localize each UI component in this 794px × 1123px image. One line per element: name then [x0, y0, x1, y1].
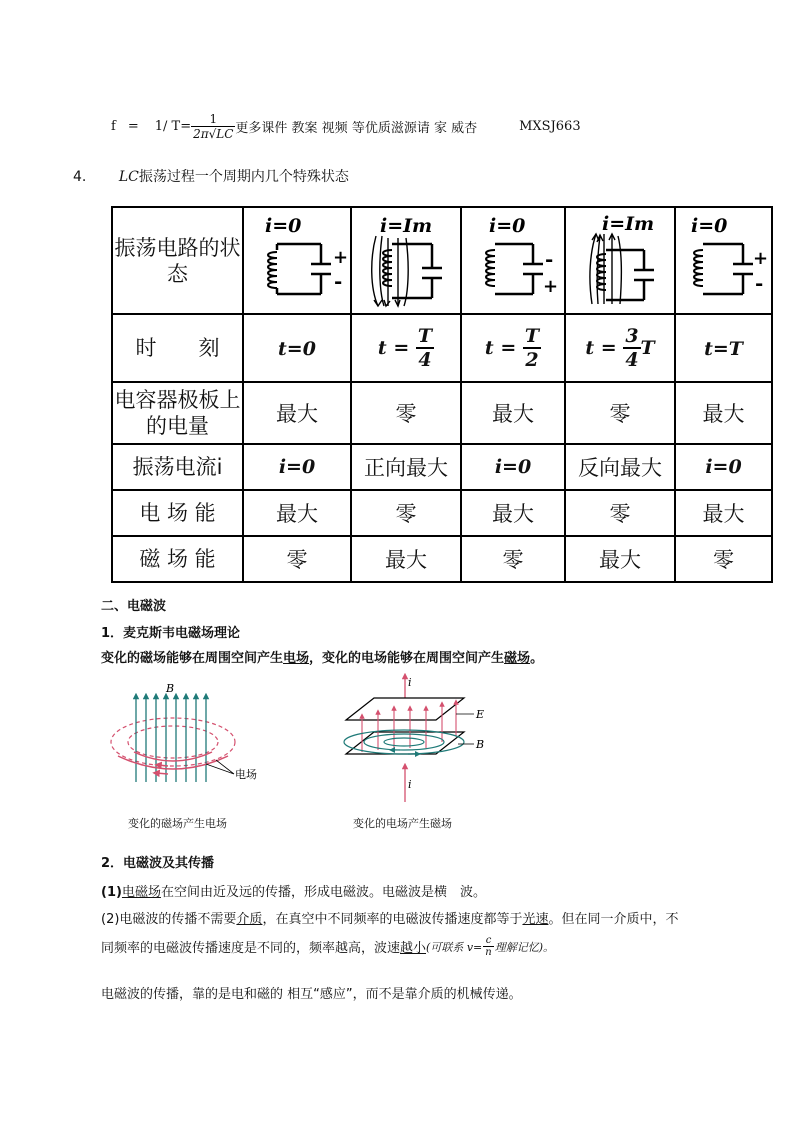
state-cell-5 — [675, 207, 772, 314]
state-cell-2 — [351, 207, 461, 314]
p3-fraction — [483, 935, 493, 958]
paragraph-3 — [101, 935, 554, 958]
state-cell-1 — [243, 207, 351, 314]
current-cell-5: i=0 — [675, 444, 772, 490]
state-label-5: i=0 — [690, 215, 727, 237]
time-2-pre: t = — [377, 337, 410, 359]
magnetic-cell-5: 零 — [675, 536, 772, 582]
table-row-current — [112, 444, 772, 490]
p2-text-b: ，在真空中不同频率的电磁波传播速度都等于 — [262, 912, 523, 927]
current-cell-1: i=0 — [243, 444, 351, 490]
maxwell-underline-electric: 电场 — [283, 651, 310, 666]
formula-fraction — [191, 112, 235, 141]
magnetic-cell-3: 零 — [461, 536, 565, 582]
time-4-num: 3 — [625, 325, 639, 347]
state-cell-4 — [565, 207, 675, 314]
svg-text:+: + — [333, 247, 347, 268]
lc-circuit-state-3-icon — [463, 210, 563, 306]
time-3-pre: t = — [484, 337, 517, 359]
lc-circuit-state-2-icon — [354, 208, 458, 308]
p1-underline-em-field: 电磁场 — [121, 885, 161, 900]
charge-cell-1: 最大 — [243, 382, 351, 444]
table-row-time — [112, 314, 772, 382]
time-cell-3 — [461, 314, 565, 382]
p3-underline-smaller: 越小 — [400, 941, 427, 956]
section-4-lc: LC — [118, 169, 139, 185]
svg-text:+: + — [752, 248, 768, 269]
fig2-label-i-bottom: i — [408, 778, 412, 791]
current-cell-4: 反向最大 — [565, 444, 675, 490]
state-label-4: i=Im — [602, 213, 655, 235]
state-label-3: i=0 — [489, 215, 526, 237]
part2-sub1: 1．麦克斯韦电磁场理论 — [101, 626, 241, 641]
charge-cell-4: 零 — [565, 382, 675, 444]
section-4-number: 4. — [73, 169, 87, 185]
magnetic-cell-2: 最大 — [351, 536, 461, 582]
p2-text-c: 。但在同一介质中，不 — [548, 912, 679, 927]
time-3-den: 2 — [525, 349, 539, 371]
fig2-label-b: B — [476, 738, 485, 751]
time-4-den: 4 — [625, 349, 639, 371]
current-cell-3: i=0 — [461, 444, 565, 490]
magnetic-cell-4: 最大 — [565, 536, 675, 582]
charge-cell-5: 最大 — [675, 382, 772, 444]
time-2-den: 4 — [418, 349, 432, 371]
svg-text:-: - — [545, 247, 554, 271]
table-row-electric-energy — [112, 490, 772, 536]
table-row-state — [112, 207, 772, 314]
maxwell-text-b: ，变化的电场能够在周围空间产生 — [309, 651, 505, 666]
p2-underline-light-speed: 光速 — [522, 912, 549, 927]
p3-den: n — [485, 947, 492, 958]
formula-denominator: 2π√LC — [193, 126, 234, 141]
charge-cell-2: 零 — [351, 382, 461, 444]
electric-cell-5: 最大 — [675, 490, 772, 536]
paragraph-1 — [101, 881, 486, 900]
row-label-charge: 电容器极板上的电量 — [112, 382, 243, 444]
time-cell-2 — [351, 314, 461, 382]
lc-circuit-state-1-icon — [247, 210, 347, 306]
paragraph-4: 电磁波的传播，靠的是电和磁的 相互“感应”，而不是靠介质的机械传递。 — [101, 987, 522, 1002]
time-5-text: t=T — [704, 338, 743, 360]
state-cell-3 — [461, 207, 565, 314]
svg-text:+: + — [543, 276, 559, 297]
p3-text-c: 理解记忆)。 — [494, 940, 555, 954]
lc-circuit-state-4-icon — [570, 208, 670, 308]
fig2-caption: 变化的电场产生磁场 — [353, 817, 452, 830]
p3-num: c — [483, 935, 493, 947]
figure-magnetic-induces-electric — [108, 682, 278, 794]
magnetic-cell-1: 零 — [243, 536, 351, 582]
charge-cell-3: 最大 — [461, 382, 565, 444]
part2-heading: 二、电磁波 — [101, 599, 167, 614]
time-4-pre: t = — [585, 337, 617, 359]
maxwell-text-a: 变化的磁场能够在周围空间产生 — [101, 651, 284, 666]
electric-cell-1: 最大 — [243, 490, 351, 536]
row-label-time: 时 刻 — [112, 314, 243, 382]
formula-f: f — [111, 118, 116, 134]
formula-line — [111, 106, 581, 146]
time-2-num: T — [417, 325, 433, 347]
formula-one-over-t: 1/ T — [154, 118, 181, 134]
lc-oscillation-table — [111, 206, 773, 583]
table-row-charge — [112, 382, 772, 444]
formula-equals-1: = — [127, 118, 139, 134]
state-label-2: i=Im — [380, 215, 433, 237]
time-3-fraction — [523, 325, 541, 371]
part2-sub2: 2．电磁波及其传播 — [101, 856, 215, 871]
time-cell-5 — [675, 314, 772, 382]
figure-electric-induces-magnetic — [338, 672, 498, 806]
time-cell-1 — [243, 314, 351, 382]
svg-text:-: - — [334, 269, 343, 293]
lc-circuit-state-5-icon — [679, 210, 769, 306]
formula-code: MXSJ663 — [519, 118, 581, 134]
section-4-heading — [73, 166, 349, 186]
time-1-text: t=0 — [278, 338, 316, 360]
svg-text:-: - — [754, 271, 763, 295]
maxwell-text-c: 。 — [530, 651, 544, 666]
section-4-text: 振荡过程一个周期内几个特殊状态 — [138, 169, 349, 185]
p3-text-b: (可联系 v= — [426, 940, 483, 954]
time-3-num: T — [524, 325, 540, 347]
row-label-electric-energy: 电 场 能 — [112, 490, 243, 536]
formula-tail-text: 更多课件 教案 视频 等优质滋源请 家 威杏 — [235, 120, 478, 136]
p1-number: (1) — [101, 885, 122, 900]
maxwell-underline-magnetic: 磁场 — [504, 651, 531, 666]
fig2-label-i-top: i — [408, 676, 412, 689]
p2-text-a: (2)电磁波的传播不需要 — [101, 912, 237, 927]
formula-equals-2: = — [180, 118, 192, 134]
formula-numerator: 1 — [191, 112, 235, 127]
fig2-label-e: E — [476, 708, 485, 721]
electric-cell-2: 零 — [351, 490, 461, 536]
fig1-label-b: B — [166, 682, 175, 695]
maxwell-statement — [101, 647, 543, 666]
time-4-post: T — [640, 337, 655, 359]
time-4-fraction — [623, 325, 640, 371]
paragraph-2 — [101, 908, 678, 927]
time-cell-4 — [565, 314, 675, 382]
p3-text-a: 同频率的电磁波传播速度是不同的，频率越高，波速 — [101, 941, 401, 956]
current-cell-2: 正向最大 — [351, 444, 461, 490]
row-label-state: 振荡电路的状 态 — [112, 207, 243, 314]
electric-cell-3: 最大 — [461, 490, 565, 536]
row-label-current: 振荡电流i — [112, 444, 243, 490]
row-label-magnetic-energy: 磁 场 能 — [112, 536, 243, 582]
electric-cell-4: 零 — [565, 490, 675, 536]
state-label-1: i=0 — [265, 215, 302, 237]
time-2-fraction — [416, 325, 434, 371]
p2-underline-medium: 介质 — [236, 912, 263, 927]
p1-text: 在空间由近及远的传播，形成电磁波。电磁波是横 波。 — [160, 885, 486, 900]
fig1-label-electric-field: 电场 — [235, 768, 257, 781]
table-row-magnetic-energy — [112, 536, 772, 582]
fig1-caption: 变化的磁场产生电场 — [128, 817, 227, 830]
